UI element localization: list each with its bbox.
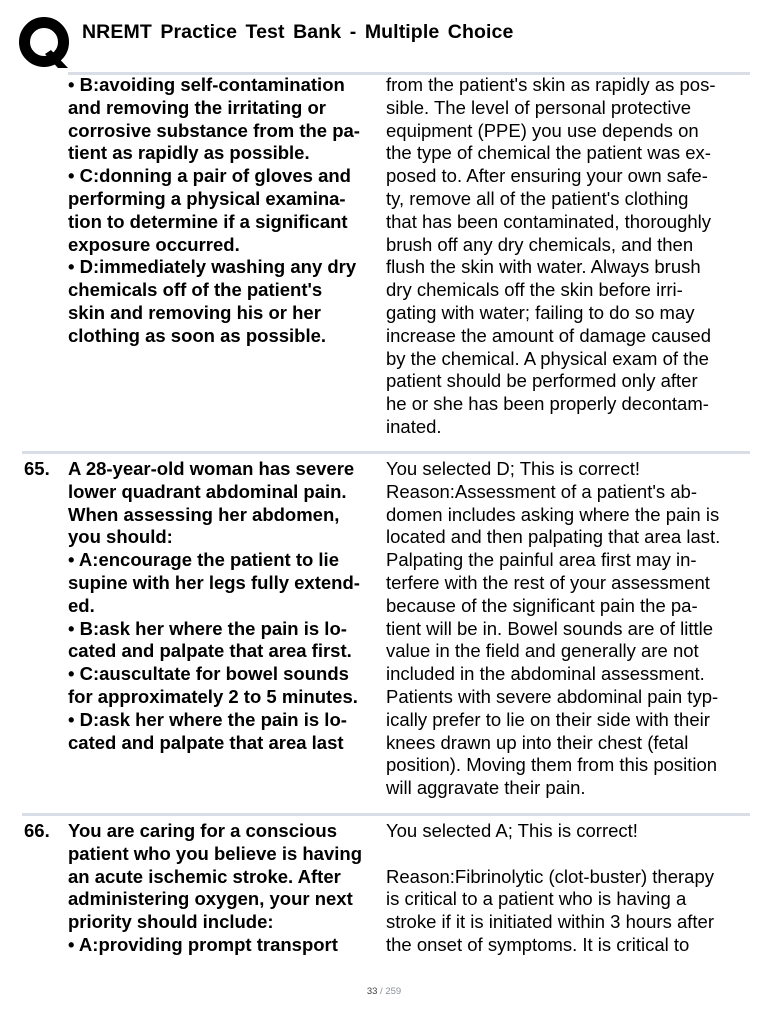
explanation-text-line: terfere with the rest of your assessment <box>386 571 710 593</box>
explanation-text-line: ically prefer to lie on their side with their <box>386 708 710 730</box>
total-pages: 259 <box>385 986 402 997</box>
page-separator: / <box>377 986 386 997</box>
answer-explanation-continued <box>386 74 750 439</box>
question-text-line: cated and palpate that area last <box>68 731 344 753</box>
question-text-line: • A:encourage the patient to lie <box>68 549 339 571</box>
explanation-text-line: Reason:Assessment of a patient's ab- <box>386 480 698 502</box>
question-text-line: you should: <box>68 526 173 548</box>
question-text-line: • C:auscultate for bowel sounds <box>68 663 349 685</box>
explanation-text-line: stroke if it is initiated within 3 hours after <box>386 911 715 933</box>
question-text-line: You are caring for a conscious <box>68 820 338 841</box>
question-text-line: priority should include: <box>68 911 274 933</box>
explanation-text-line: tient will be in. Bowel sounds are of little <box>386 617 714 639</box>
explanation-text-line: gating with water; failing to do so may <box>386 301 695 323</box>
option-text-line: exposure occurred. <box>68 233 240 255</box>
option-text-line: • D:immediately washing any dry <box>68 256 357 278</box>
question-text-line: administering oxygen, your next <box>68 888 353 910</box>
explanation-text-line: posed to. After ensuring your own safe- <box>386 165 708 187</box>
explanation-text-line: dry chemicals off the skin before irri- <box>386 279 683 301</box>
explanation-text-line: equipment (PPE) you use depends on <box>386 119 699 141</box>
question-66-explanation <box>386 820 750 957</box>
option-text-line: and removing the irritating or <box>68 96 326 118</box>
explanation-text-line: Patients with severe abdominal pain typ- <box>386 685 719 707</box>
page-title: NREMT Practice Test Bank - Multiple Choice <box>82 21 514 43</box>
explanation-text-line: flush the skin with water. Always brush <box>386 256 701 278</box>
option-text-line: corrosive substance from the pa- <box>68 119 360 141</box>
option-text-line: tient as rapidly as possible. <box>68 142 310 164</box>
question-text-line: When assessing her abdomen, <box>68 503 340 525</box>
option-text-line: tion to determine if a significant <box>68 210 348 232</box>
explanation-text-line: domen includes asking where the pain is <box>386 503 720 525</box>
explanation-text-line: he or she has been properly decontam- <box>386 393 709 415</box>
question-options-continued <box>68 74 384 348</box>
explanation-text-line: the onset of symptoms. It is critical to <box>386 933 690 955</box>
page-indicator <box>0 986 768 997</box>
explanation-text-line: included in the abdominal assessment. <box>386 663 705 685</box>
explanation-text-line: located and then palpating that area last. <box>386 526 721 548</box>
explanation-text-line: will aggravate their pain. <box>386 777 586 799</box>
question-text-line: A 28-year-old woman has severe <box>68 458 355 479</box>
explanation-text-line: from the patient's skin as rapidly as pos- <box>386 74 716 95</box>
page-header <box>0 0 768 74</box>
option-text-line: • C:donning a pair of gloves and <box>68 165 351 187</box>
explanation-text-line <box>386 843 750 866</box>
explanation-text-line: the type of chemical the patient was ex- <box>386 142 711 164</box>
option-text-line: skin and removing his or her <box>68 301 321 323</box>
explanation-text-line: by the chemical. A physical exam of the <box>386 347 709 369</box>
explanation-text-line: is critical to a patient who is having a <box>386 888 687 910</box>
question-text-line: • D:ask her where the pain is lo- <box>68 708 347 730</box>
option-text-line: clothing as soon as possible. <box>68 324 327 346</box>
question-number: 66. <box>24 820 50 841</box>
question-65-explanation <box>386 458 750 800</box>
explanation-text-line: that has been contaminated, thoroughly <box>386 210 712 232</box>
question-text-line: • B:ask her where the pain is lo- <box>68 617 347 639</box>
explanation-text-line: value in the field and generally are not <box>386 640 699 662</box>
option-text-line: performing a physical examina- <box>68 187 346 209</box>
question-66-text <box>68 820 384 957</box>
q-logo-icon <box>18 16 72 70</box>
explanation-text-line: inated. <box>386 415 442 437</box>
explanation-text-line: brush off any dry chemicals, and then <box>386 233 694 255</box>
question-number: 65. <box>24 458 50 479</box>
explanation-text-line: You selected D; This is correct! <box>386 458 640 479</box>
explanation-text-line: patient should be performed only after <box>386 370 698 392</box>
question-divider <box>22 813 750 816</box>
question-65-text <box>68 458 384 754</box>
explanation-text-line: because of the significant pain the pa- <box>386 594 698 616</box>
explanation-text-line: ty, remove all of the patient's clothing <box>386 187 689 209</box>
question-text-line: for approximately 2 to 5 minutes. <box>68 685 358 707</box>
question-text-line: lower quadrant abdominal pain. <box>68 480 347 502</box>
explanation-text-line: Reason:Fibrinolytic (clot-buster) therapy <box>386 865 714 887</box>
explanation-text-line: You selected A; This is correct! <box>386 820 638 841</box>
question-text-line: an acute ischemic stroke. After <box>68 865 341 887</box>
explanation-text-line: knees drawn up into their chest (fetal <box>386 731 689 753</box>
current-page: 33 <box>366 986 378 997</box>
question-text-line: cated and palpate that area first. <box>68 640 352 662</box>
question-text-line: patient who you believe is having <box>68 842 363 864</box>
explanation-text-line: sible. The level of personal protective <box>386 96 692 118</box>
question-divider <box>22 451 750 454</box>
option-text-line: • B:avoiding self-contamination <box>68 74 345 95</box>
question-text-line: supine with her legs fully extend- <box>68 571 360 593</box>
explanation-text-line: increase the amount of damage caused <box>386 324 711 346</box>
option-text-line: chemicals off of the patient's <box>68 279 323 301</box>
explanation-text-line: position). Moving them from this position <box>386 754 718 776</box>
question-text-line: ed. <box>68 594 95 616</box>
explanation-text-line: Palpating the painful area first may in- <box>386 549 697 571</box>
question-text-line: • A:providing prompt transport <box>68 933 338 955</box>
